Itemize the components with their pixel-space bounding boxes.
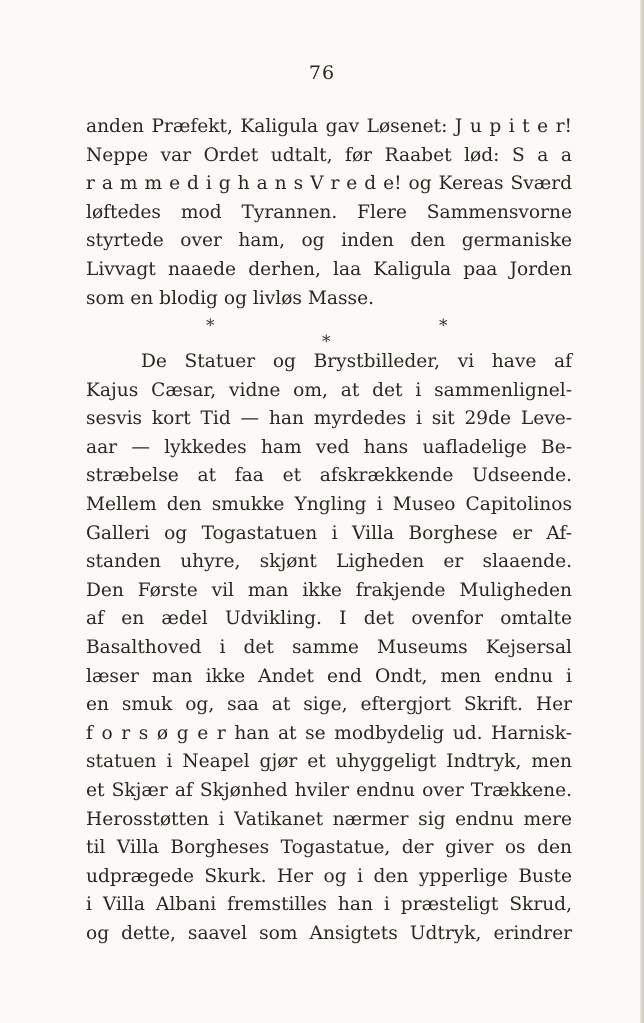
- text-line: og dette, saavel som Ansigtets Udtryk, erindrer: [86, 922, 572, 944]
- text-line: Livvagt naaede derhen, laa Kaligula paa Jorden: [86, 258, 572, 280]
- text-line: en smuk og, saa at sige, eftergjort Skrift. Her: [86, 694, 572, 716]
- text-line: Galleri og Togastatuen i Villa Borghese er Af-: [86, 522, 572, 544]
- paragraph-2: [86, 348, 572, 948]
- text-line: læser man ikke Andet end Ondt, men endnu i: [86, 665, 572, 687]
- text-line: Den Første vil man ikke frakjende Muligheden: [86, 579, 572, 601]
- text-line: aar — lykkedes ham ved hans uafladelige Be-: [86, 436, 572, 458]
- text-line: Kajus Cæsar, vidne om, at det i sammenlignel-: [86, 379, 572, 401]
- text-line: r a m m e d i g h a n s V r e d e! og Kereas Sværd: [86, 173, 572, 195]
- text-line: styrtede over ham, og inden den germaniske: [86, 230, 572, 252]
- text-line: anden Præfekt, Kaligula gav Løsenet: J u p i t e r!: [86, 116, 572, 137]
- text-line: Basalthoved i det samme Museums Kejsersal: [86, 636, 572, 658]
- text-line: til Villa Borgheses Togastatue, der giver os den: [86, 837, 572, 859]
- text-line: f o r s ø g e r han at se modbydelig ud. Harnisk-: [86, 722, 572, 744]
- asterism-star: *: [206, 316, 215, 336]
- paragraph-1: [86, 113, 572, 313]
- text-line: Neppe var Ordet udtalt, før Raabet lød: S a a: [86, 144, 572, 166]
- text-line: Mellem den smukke Yngling i Museo Capitolinos: [86, 493, 572, 515]
- text-line: De Statuer og Brystbilleder, vi have af: [141, 351, 572, 372]
- text-line: i Villa Albani fremstilles han i præsteligt Skrud,: [86, 894, 572, 916]
- asterism-star: *: [322, 332, 331, 352]
- text-line: statuen i Neapel gjør et uhyggeligt Indtryk, men: [86, 751, 572, 773]
- text-line: et Skjær af Skjønhed hviler endnu over Trækkene.: [86, 779, 572, 801]
- text-line: stræbelse at faa et afskrækkende Udseende.: [86, 465, 572, 487]
- text-line: løftedes mod Tyrannen. Flere Sammensvorne: [86, 201, 572, 223]
- text-line: som en blodig og livløs Masse.: [86, 287, 374, 309]
- text-line: udprægede Skurk. Her og i den ypperlige Buste: [86, 865, 572, 887]
- page-number: 76: [308, 62, 336, 84]
- text-line: Herosstøtten i Vatikanet nærmer sig endnu mere: [86, 808, 572, 830]
- asterism-star: *: [439, 316, 448, 336]
- page-edge: [640, 0, 644, 1023]
- text-line: sesvis kort Tid — han myrdedes i sit 29de Leve-: [86, 408, 572, 430]
- text-line: af en ædel Udvikling. I det ovenfor omtalte: [86, 608, 572, 630]
- text-line: standen uhyre, skjønt Ligheden er slaaende.: [86, 551, 572, 573]
